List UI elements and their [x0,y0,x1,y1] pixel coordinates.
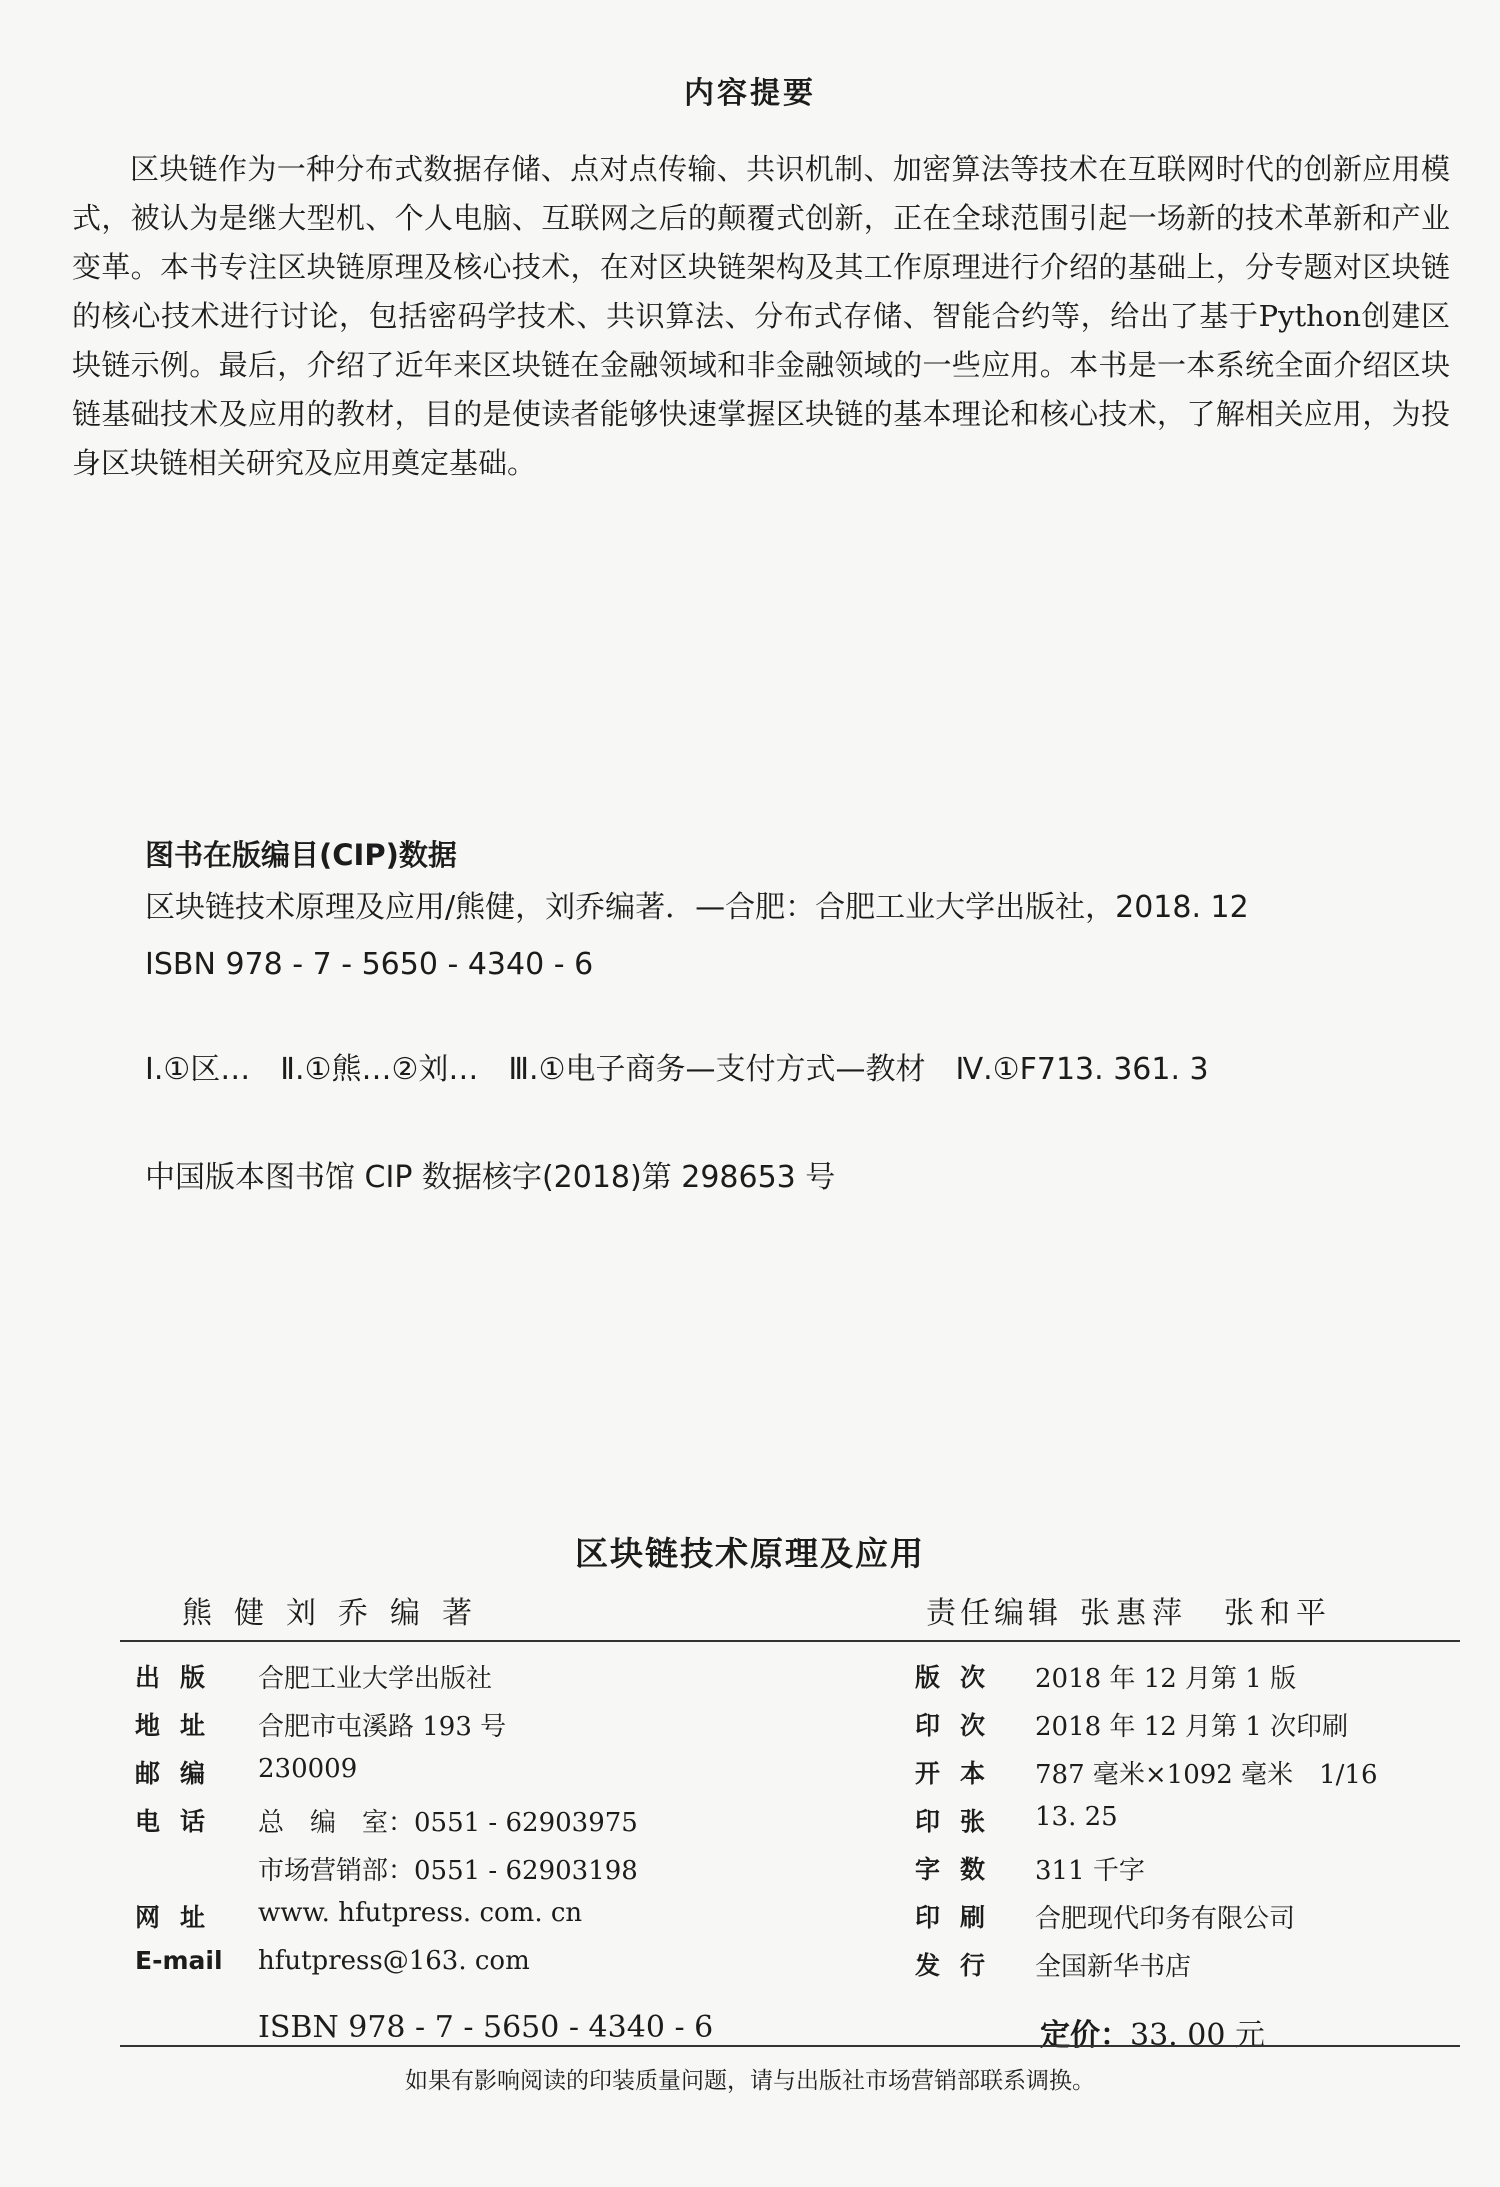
quality-notice: 如果有影响阅读的印装质量问题，请与出版社市场营销部联系调换。 [405,2068,1095,2094]
isbn: ISBN 978 - 7 - 5650 - 4340 - 6 [258,2010,714,2045]
label-distribution: 发行 [915,1951,1006,1980]
value-distribution: 全国新华书店 [1035,1952,1192,1982]
responsible-editors [926,1588,1332,1632]
label-printing: 印次 [915,1711,1006,1740]
label-website: 网址 [135,1903,226,1932]
price [1040,2010,1265,2054]
divider-top [120,1640,1460,1642]
cip-classification: Ⅰ.①区… Ⅱ.①熊…②刘… Ⅲ.①电子商务—支付方式—教材 Ⅳ.①F713. 361. 3 [145,1052,1209,1087]
editor-label: 责任编辑 [926,1596,1062,1631]
editor-names: 张惠萍 张和平 [1080,1596,1332,1631]
value-format: 787 毫米×1092 毫米 1/16 [1035,1760,1378,1790]
cip-record-number: 中国版本图书馆 CIP 数据核字(2018)第 298653 号 [145,1160,836,1195]
abstract-title: 内容提要 [684,76,816,111]
value-address: 合肥市屯溪路 193 号 [258,1712,507,1742]
value-email: hfutpress@163. com [258,1946,530,1976]
value-word-count: 311 千字 [1035,1856,1145,1886]
value-edition: 2018 年 12 月第 1 版 [1035,1664,1297,1694]
value-printer: 合肥现代印务有限公司 [1035,1904,1296,1934]
value-phone-marketing: 市场营销部：0551 - 62903198 [258,1856,638,1886]
cip-entry: 区块链技术原理及应用/熊健，刘乔编著．—合肥：合肥工业大学出版社，2018. 12 [145,890,1249,925]
label-format: 开本 [915,1759,1006,1788]
value-publisher: 合肥工业大学出版社 [258,1664,493,1694]
value-printing: 2018 年 12 月第 1 次印刷 [1035,1712,1349,1742]
price-value: 33. 00 元 [1130,2018,1265,2053]
label-edition: 版次 [915,1663,1006,1692]
cip-heading: 图书在版编目(CIP)数据 [145,838,457,872]
cip-isbn: ISBN 978 - 7 - 5650 - 4340 - 6 [145,947,594,982]
value-phone-editor: 总 编 室：0551 - 62903975 [258,1808,638,1838]
label-postcode: 邮编 [135,1759,226,1788]
label-address: 地址 [135,1711,226,1740]
value-postcode: 230009 [258,1754,358,1784]
abstract-body: 区块链作为一种分布式数据存储、点对点传输、共识机制、加密算法等技术在互联网时代的创新应用模式，被认为是继大型机、个人电脑、互联网之后的颠覆式创新，正在全球范围引起一场新的技术革新和产业变革。本书专注区块链原理及核心技术，在对区块链架构及其工作原理进行介绍的基础上，分专题对区块链的核心技术进行讨论，包括密码学技术、共识算法、分布式存储、智能合约等，给出了基于Python创建区块链示例。最后，介绍了近年来区块链在金融领域和非金融领域的一些应用。本书是一本系统全面介绍区块链基础技术及应用的教材，目的是使读者能够快速掌握区块链的基本理论和核心技术，了解相关应用，为投身区块链相关研究及应用奠定基础。 [72,152,1450,480]
label-publisher: 出版 [135,1663,226,1692]
authors: 熊健刘乔编著 [182,1596,494,1631]
label-phone: 电话 [135,1807,226,1836]
book-title: 区块链技术原理及应用 [575,1534,925,1573]
divider-bottom [120,2045,1460,2047]
value-sheets: 13. 25 [1035,1802,1118,1832]
label-word-count: 字数 [915,1855,1006,1884]
label-sheets: 印张 [915,1807,1006,1836]
price-label: 定价： [1040,2018,1130,2053]
value-website: www. hfutpress. com. cn [258,1898,583,1928]
label-email: E-mail [135,1946,223,1975]
label-printer: 印刷 [915,1903,1006,1932]
